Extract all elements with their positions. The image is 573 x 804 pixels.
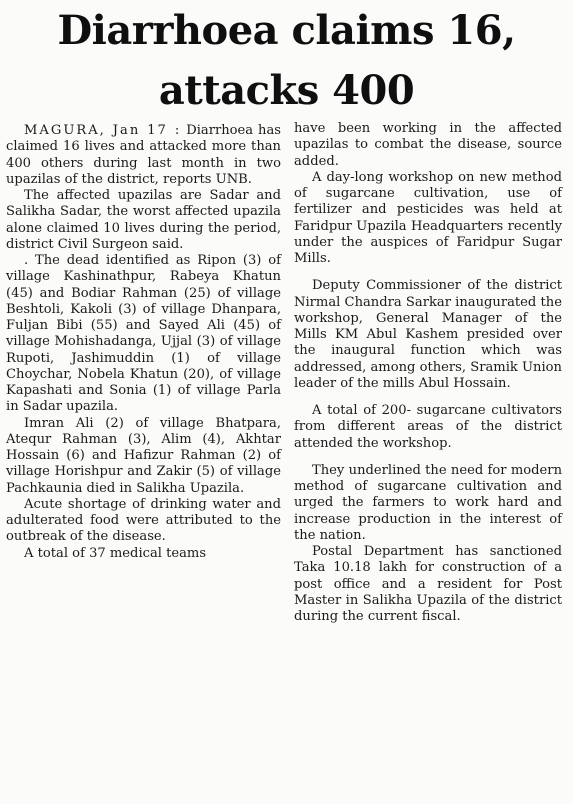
paragraph-lead [6, 123, 281, 188]
paragraph-medical-teams-cont: have been working in the affected upazilas to combat the disease, source added. [294, 121, 562, 169]
paragraph-salikha-deaths: Imran Ali (2) of village Bhatpara, Atequr Rahman (3), Alim (4), Akhtar Hossain (6) and Hafizur Rahman (2) of village Horishpur and Zakir (5) of village Pachkaunia died in Salikha Upazila. [6, 415, 281, 496]
paragraph-workshop: A day-long workshop on new method of sugarcane cultivation, use of fertilizer and pesticides was held at Faridpur Upazila Headquarters recently under the auspices of Faridpur Sugar Mills. [294, 169, 562, 266]
headline-line-2: attacks 400 [158, 67, 415, 114]
paragraph-modern-method: They underlined the need for modern method of sugarcane cultivation and urged the farmers to work hard and increase production in the interest of the nation. [294, 462, 562, 543]
paragraph-affected-upazilas: The affected upazilas are Sadar and Salikha Sadar, the worst affected upazila alone claimed 10 lives during the period, district Civil Surgeon said. [6, 188, 281, 252]
dateline: MAGURA, Jan 17 : [24, 123, 182, 138]
lead-text: Diarrhoea has claimed 16 lives and attacked more than 400 others during last month in two upazilas of the district, reports UNB. [6, 123, 281, 187]
paragraph-inauguration: Deputy Commissioner of the district Nirmal Chandra Sarkar inaugurated the workshop, General Manager of the Mills KM Abul Kashem presided over the inaugural function which was addressed, among others, Sramik Union leader of the mills Abul Hossain. [294, 278, 562, 391]
article-column-left [6, 123, 281, 562]
paragraph-medical-teams: A total of 37 medical teams [24, 545, 207, 561]
paragraph-dead-identified: . The dead identified as Ripon (3) of village Kashinathpur, Rabeya Khatun (45) and Bodiar Rahman (25) of village Beshtoli, Kakoli (3) of village Dhanpara, Fuljan Bibi (55) and Sayed Ali (45) of village Mohishadanga, Ujjal (3) of village Rupoti, Jashimuddin (1) of village Choychar, Nobela Khatun (20), of village Kapashati and Sonia (1) of village Parla in Sadar upazila. [6, 253, 281, 415]
paragraph-cause: Acute shortage of drinking water and adulterated food were attributed to the outbreak of the disease. [6, 496, 281, 545]
paragraph-attendance: A total of 200- sugarcane cultivators from different areas of the district attended the workshop. [294, 403, 562, 451]
article-column-right [294, 121, 562, 625]
headline-line-1: Diarrhoea claims 16, [57, 7, 516, 54]
paragraph-postal-department: Postal Department has sanctioned Taka 10.18 lakh for construction of a post office and a resident for Post Master in Salikha Upazila of the district during the current fiscal. [294, 544, 562, 624]
